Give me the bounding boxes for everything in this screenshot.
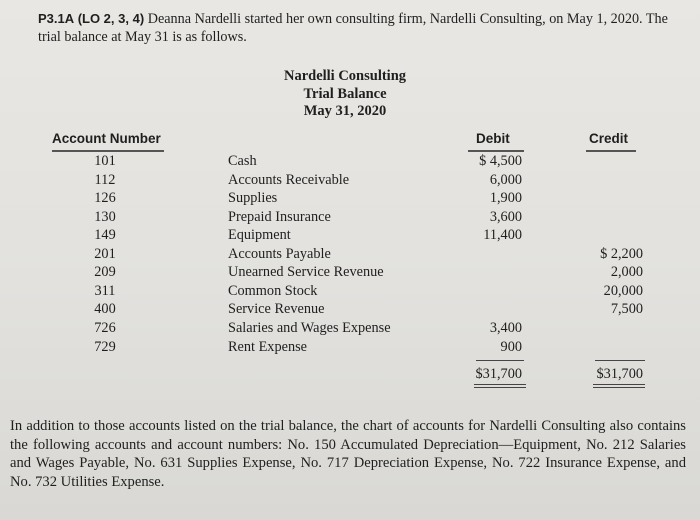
account-name: Prepaid Insurance <box>228 208 331 225</box>
account-number: 726 <box>94 320 116 336</box>
account-number: 311 <box>94 282 116 299</box>
problem-intro-text: Deanna Nardelli started her own consulting firm, Nardelli Consulting, on May 1, 2020. The trial balance at May 31 is as follows. <box>38 11 668 45</box>
account-number: 112 <box>94 171 116 188</box>
account-name: Common Stock <box>228 282 318 299</box>
debit-total: $31,700 <box>475 366 522 382</box>
credit-amount: $ 2,200 <box>600 245 643 262</box>
account-name: Supplies <box>228 190 278 207</box>
credit-total-rule <box>595 360 645 361</box>
chart-of-accounts-note: In addition to those accounts listed on the trial balance, the chart of accounts for Nardelli Consulting also contains the following accounts and account numbers: No. 150 Accumulated Depreciation—Equipment, No. 212 Salaries and Wages Payable, No. 631 Supplies Expense, No. 717 Depreciation Expense, No. 722 Insurance Expense, and No. 732 Utilities Expense. <box>10 418 686 490</box>
account-name: Salaries and Wages Expense <box>228 320 391 336</box>
account-number: 209 <box>94 264 116 281</box>
account-name: Cash <box>228 153 257 169</box>
account-name: Service Revenue <box>228 301 325 318</box>
debit-amount: 11,400 <box>483 227 522 244</box>
account-name: Unearned Service Revenue <box>228 264 384 281</box>
debit-amount: 6,000 <box>489 171 522 188</box>
credit-header-rule <box>586 150 636 152</box>
statement-date: May 31, 2020 <box>303 103 387 119</box>
account-name: Equipment <box>228 227 291 244</box>
credit-header: Credit <box>589 131 629 146</box>
credit-double-rule-1 <box>593 384 645 385</box>
debit-total-rule <box>476 360 524 361</box>
account-number: 130 <box>94 208 116 225</box>
statement-title: Trial Balance <box>303 85 387 102</box>
statement-heading <box>245 68 445 121</box>
debit-amount: 1,900 <box>489 190 522 207</box>
account-number: 126 <box>94 190 116 207</box>
account-number: 729 <box>94 338 116 355</box>
learning-objectives: (LO 2, 3, 4) <box>77 11 145 26</box>
debit-amount: 3,600 <box>489 208 522 225</box>
account-number: 400 <box>94 301 116 318</box>
account-name: Accounts Receivable <box>228 171 350 188</box>
debit-header: Debit <box>476 131 510 146</box>
problem-id: P3.1A <box>38 11 75 26</box>
account-number: 149 <box>94 227 116 244</box>
account-number: 201 <box>94 245 116 262</box>
debit-amount: 3,400 <box>489 320 522 336</box>
account-number-header: Account Number <box>52 131 161 146</box>
credit-amount: 2,000 <box>610 264 643 281</box>
credit-amount: 7,500 <box>610 301 643 318</box>
debit-double-rule-1 <box>474 384 526 385</box>
debit-double-rule-2 <box>474 387 526 388</box>
account-number: 101 <box>94 153 116 169</box>
credit-total: $31,700 <box>596 366 643 382</box>
account-name: Rent Expense <box>228 338 308 355</box>
problem-statement <box>38 10 678 46</box>
account-name: Accounts Payable <box>228 245 331 262</box>
company-name: Nardelli Consulting <box>283 68 407 84</box>
credit-amount: 20,000 <box>603 282 643 299</box>
debit-amount: $ 4,500 <box>479 153 522 169</box>
debit-amount: 900 <box>500 338 522 355</box>
credit-double-rule-2 <box>593 387 645 388</box>
